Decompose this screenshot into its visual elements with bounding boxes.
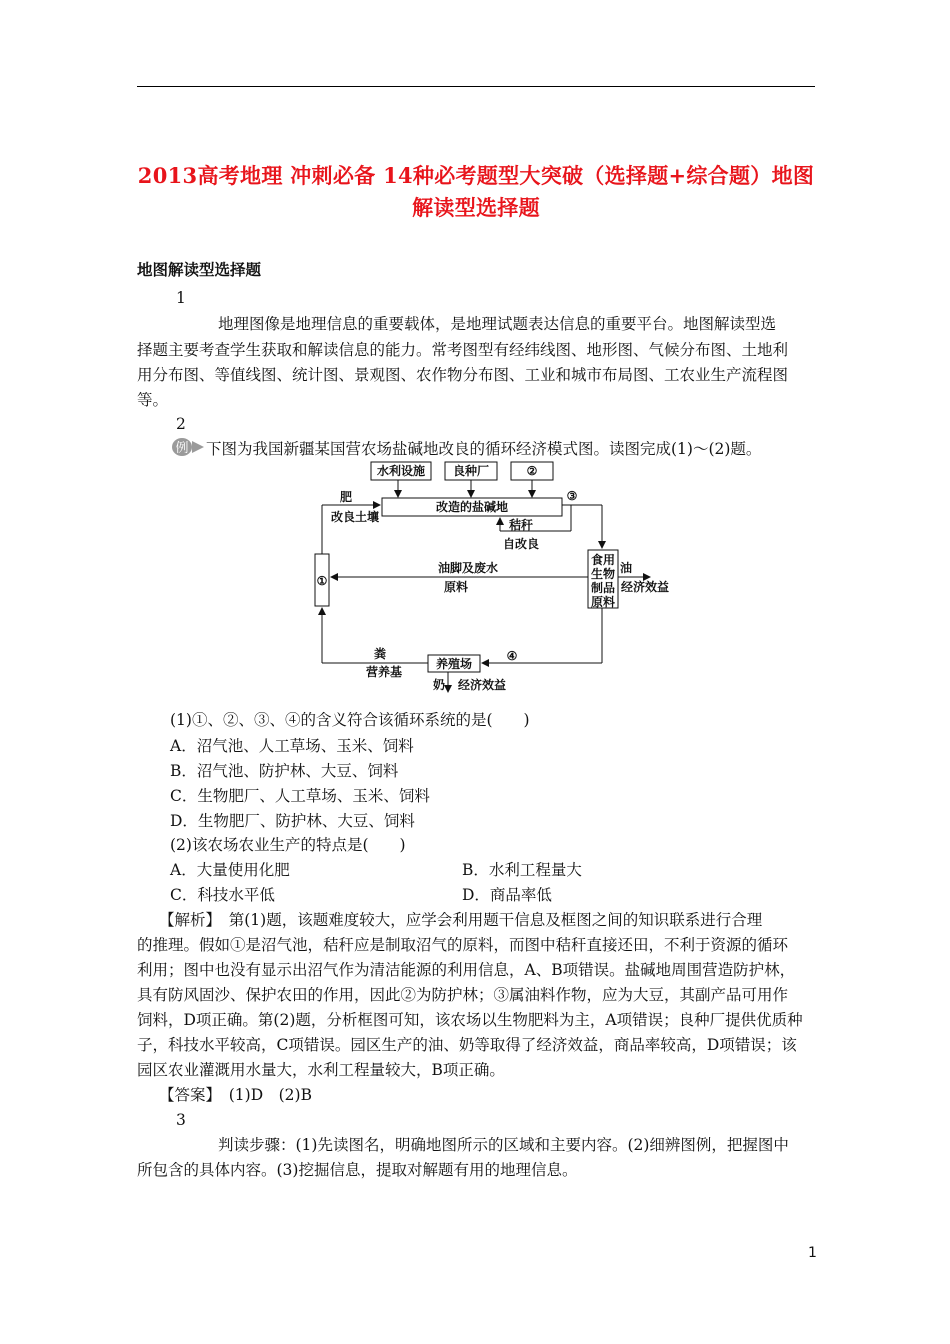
analysis-line-3: 利用；图中也没有显示出沼气作为清洁能源的利用信息，A、B项错误。盐碱地周围营造防护林， (137, 961, 796, 979)
para3-line1: 判读步骤：(1)先读图名，明确地图所示的区域和主要内容。(2)细辨图例，把握图中 (218, 1136, 789, 1154)
label-saline-land: 改造的盐碱地 (435, 500, 509, 514)
q1-option-b: B．沼气池、防护林、大豆、饲料 (170, 762, 399, 780)
label-circle4: ④ (506, 649, 518, 663)
label-breeding-farm: 养殖场 (435, 657, 473, 671)
label-oil-residue: 油脚及废水 (437, 561, 499, 575)
label-straw: 秸秆 (508, 518, 534, 532)
header-rule (137, 86, 815, 87)
q1-option-d: D．生物肥厂、防护林、大豆、饲料 (170, 812, 415, 830)
section-heading: 地图解读型选择题 (137, 260, 262, 279)
para1-line3: 用分布图、等值线图、统计图、景观图、农作物分布图、工业和城市布局图、工农业生产流程图 (137, 366, 789, 384)
answer-line: 【答案】 (1)D (2)B (159, 1086, 312, 1104)
label-food-1: 食用 (590, 553, 616, 567)
item-number-2: 2 (176, 415, 186, 433)
q2-option-d: D．商品率低 (462, 886, 552, 904)
example-badge-label: 例 (175, 441, 189, 456)
question-1: (1)①、②、③、④的含义符合该循环系统的是( ) (170, 711, 530, 729)
analysis-line-5: 饲料，D项正确。第(2)题，分析框图可知，该农场以生物肥料为主，A项错误；良种厂提供优质种 (137, 1011, 803, 1029)
label-self-improve: 自改良 (502, 537, 540, 551)
question-2: (2)该农场农业生产的特点是( ) (170, 836, 406, 854)
label-oil: 油 (619, 561, 633, 575)
label-food-4: 原料 (590, 595, 616, 609)
title-line-2: 解读型选择题 (412, 195, 540, 220)
analysis-line-4: 具有防风固沙、保护农田的作用，因此②为防护林；③属油料作物，应为大豆，其副产品可用作 (137, 986, 789, 1004)
analysis-line-2: 的推理。假如①是沼气池，秸秆应是制取沼气的原料，而图中秸秆直接还田，不利于资源的循环 (137, 936, 789, 954)
label-circle3: ③ (566, 489, 578, 503)
label-improve-soil: 改良土壤 (330, 510, 380, 524)
para1-line4: 等。 (137, 391, 169, 409)
analysis-line-1: 【解析】 第(1)题，该题难度较大，应学会利用题干信息及框图之间的知识联系进行合理 (159, 911, 763, 929)
label-seed-factory: 良种厂 (452, 464, 490, 478)
q2-option-a: A．大量使用化肥 (170, 861, 290, 879)
item-number-1: 1 (176, 289, 186, 307)
item-number-3: 3 (176, 1111, 186, 1129)
title-line-1: 2013高考地理 冲刺必备 14种必考题型大突破（选择题+综合题）地图 (137, 163, 815, 188)
label-milk: 奶 (432, 678, 446, 692)
label-food-2: 生物 (590, 567, 616, 581)
q1-option-a: A．沼气池、人工草场、玉米、饲料 (170, 737, 414, 755)
label-water-facility: 水利设施 (376, 464, 426, 478)
label-circle2: ② (526, 464, 538, 478)
para1-line1: 地理图像是地理信息的重要载体，是地理试题表达信息的重要平台。地图解读型选 (218, 315, 777, 333)
q1-option-c: C．生物肥厂、人工草场、玉米、饲料 (170, 787, 430, 805)
page-number: 1 (808, 1245, 817, 1261)
para3-line2: 所包含的具体内容。(3)挖掘信息，提取对解题有用的地理信息。 (137, 1161, 578, 1179)
para1-line2: 择题主要考查学生获取和解读信息的能力。常考图型有经纬线图、地形图、气候分布图、土地利 (137, 341, 789, 359)
label-raw-material: 原料 (443, 580, 469, 594)
example-badge-icon (171, 437, 205, 457)
q2-option-c: C．科技水平低 (170, 886, 275, 904)
label-food-3: 制品 (590, 581, 616, 595)
example-intro: 下图为我国新疆某国营农场盐碱地改良的循环经济模式图。读图完成(1)～(2)题。 (206, 440, 762, 458)
cycle-diagram (300, 460, 680, 695)
q2-option-b: B．水利工程量大 (462, 861, 582, 879)
analysis-line-7: 园区农业灌溉用水量大，水利工程量较大，B项正确。 (137, 1061, 505, 1079)
document-title (137, 160, 815, 224)
label-manure: 粪 (373, 647, 387, 661)
label-economic-benefit-1: 经济效益 (620, 580, 670, 594)
analysis-line-6: 子，科技水平较高，C项错误。园区生产的油、奶等取得了经济效益，商品率较高，D项错误；该 (137, 1036, 797, 1054)
label-circle1: ① (316, 574, 328, 588)
label-nutrient-base: 营养基 (365, 665, 403, 679)
label-fertilizer: 肥 (339, 490, 353, 504)
label-economic-benefit-2: 经济效益 (457, 678, 507, 692)
